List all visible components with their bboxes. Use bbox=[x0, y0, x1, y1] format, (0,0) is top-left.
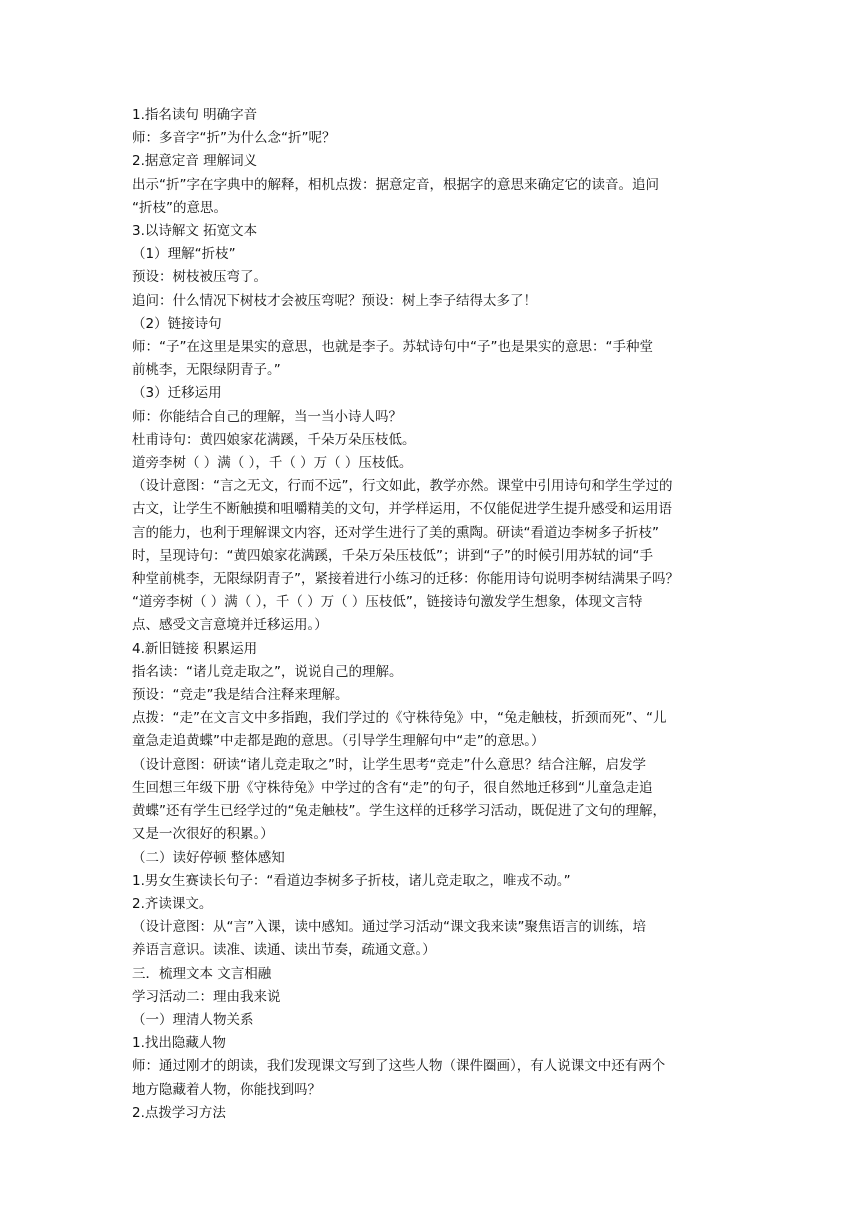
text-line: 前桃李，无限绿阴青子。” bbox=[132, 362, 281, 379]
text-line: （设计意图：从“言”入课，读中感知。通过学习活动“课文我来读”聚焦语言的训练，培 bbox=[132, 919, 646, 936]
subheading: （1）理解“折枝” bbox=[132, 246, 236, 263]
text-line: 黄蝶”还有学生已经学过的“兔走触枝”。学生这样的迁移学习活动，既促进了文句的理解， bbox=[132, 803, 666, 820]
text-line: 预设：树枝被压弯了。 bbox=[132, 269, 267, 286]
section-heading: 三．梳理文本 文言相融 bbox=[132, 965, 272, 982]
text-line: 又是一次很好的积累。） bbox=[132, 826, 274, 843]
text-line: 杜甫诗句：黄四娘家花满蹊，千朵万朵压枝低。 bbox=[132, 431, 416, 448]
heading-3: 3.以诗解文 拓宽文本 bbox=[132, 223, 258, 240]
heading-5: 1.找出隐藏人物 bbox=[132, 1035, 226, 1052]
text-line: 师：“子”在这里是果实的意思，也就是李子。苏轼诗句中“子”也是果实的意思：“手种堂 bbox=[132, 339, 653, 356]
subheading: （一）理清人物关系 bbox=[132, 1011, 254, 1028]
text-line: 指名读：“诸儿竞走取之”，说说自己的理解。 bbox=[132, 663, 403, 680]
section-heading: （二）读好停顿 整体感知 bbox=[132, 849, 285, 866]
text-line: 2.齐读课文。 bbox=[132, 895, 213, 912]
text-line: 师：通过刚才的朗读，我们发现课文写到了这些人物（课件圈画），有人说课文中还有两个 bbox=[132, 1058, 666, 1075]
text-line: 时，呈现诗句：“黄四娘家花满蹊，千朵万朵压枝低”；讲到“子”的时候引用苏轼的词“手 bbox=[132, 547, 653, 564]
text-line: 师：多音字“折”为什么念“折”呢？ bbox=[132, 130, 336, 147]
text-line: （设计意图：研读“诸儿竞走取之”时，让学生思考“竞走”什么意思？结合注解，启发学 bbox=[132, 756, 646, 773]
heading-4: 4.新旧链接 积累运用 bbox=[132, 640, 258, 657]
heading-1: 1.指名读句 明确字音 bbox=[132, 107, 258, 123]
text-line: 点拨：“走”在文言文中多指跑，我们学过的《守株待兔》中，“兔走触枝，折颈而死”、“儿 bbox=[132, 710, 667, 727]
text-line: 道旁李树（ ）满（ ），千（ ）万（ ）压枝低。 bbox=[132, 455, 413, 472]
text-line: 点、感受文言意境并迁移运用。） bbox=[132, 617, 328, 634]
text-line: 预设：“竞走”我是结合注释来理解。 bbox=[132, 687, 349, 704]
text-line: 地方隐藏着人物，你能找到吗？ bbox=[132, 1081, 321, 1098]
text-line: 种堂前桃李，无限绿阴青子”，紧接着进行小练习的迁移：你能用诗句说明李树结满果子吗？ bbox=[132, 571, 679, 588]
document-page bbox=[132, 104, 732, 1125]
text-line: （设计意图：“言之无文，行而不远”，行文如此，教学亦然。课堂中引用诗句和学生学过的 bbox=[132, 478, 673, 495]
text-line: 出示“折”字在字典中的解释，相机点拨：据意定音，根据字的意思来确定它的读音。追问 bbox=[132, 176, 659, 193]
heading-6: 2.点拨学习方法 bbox=[132, 1104, 226, 1121]
subheading: （2）链接诗句 bbox=[132, 315, 222, 332]
text-line: 生回想三年级下册《守株待兔》中学过的含有“走”的句子，很自然地迁移到“儿童急走追 bbox=[132, 779, 653, 796]
subheading: （3）迁移运用 bbox=[132, 385, 222, 402]
text-line: 师：你能结合自己的理解，当一当小诗人吗？ bbox=[132, 408, 402, 425]
text-line: 古文，让学生不断触摸和咀嚼精美的文句，并学样运用，不仅能促进学生提升感受和运用语 bbox=[132, 501, 672, 518]
text-line: “道旁李树（ ）满（ ），千（ ）万（ ）压枝低”，链接诗句激发学生想象，体现文言特 bbox=[132, 594, 643, 611]
text-line: 1.男女生赛读长句子：“看道边李树多子折枝，诸儿竞走取之，唯戎不动。” bbox=[132, 872, 571, 889]
text-line: 养语言意识。读准、读通、读出节奏，疏通文意。） bbox=[132, 942, 436, 959]
text-line: 学习活动二：理由我来说 bbox=[132, 988, 281, 1005]
text-line: 追问：什么情况下树枝才会被压弯呢？预设：树上李子结得太多了！ bbox=[132, 292, 537, 309]
text-line: “折枝”的意思。 bbox=[132, 199, 227, 216]
heading-2: 2.据意定音 理解词义 bbox=[132, 153, 258, 170]
text-line: 言的能力，也利于理解课文内容，还对学生进行了美的熏陶。研读“看道边李树多子折枝” bbox=[132, 524, 659, 541]
text-line: 童急走追黄蝶”中走都是跑的意思。（引导学生理解句中“走”的意思。） bbox=[132, 733, 545, 750]
